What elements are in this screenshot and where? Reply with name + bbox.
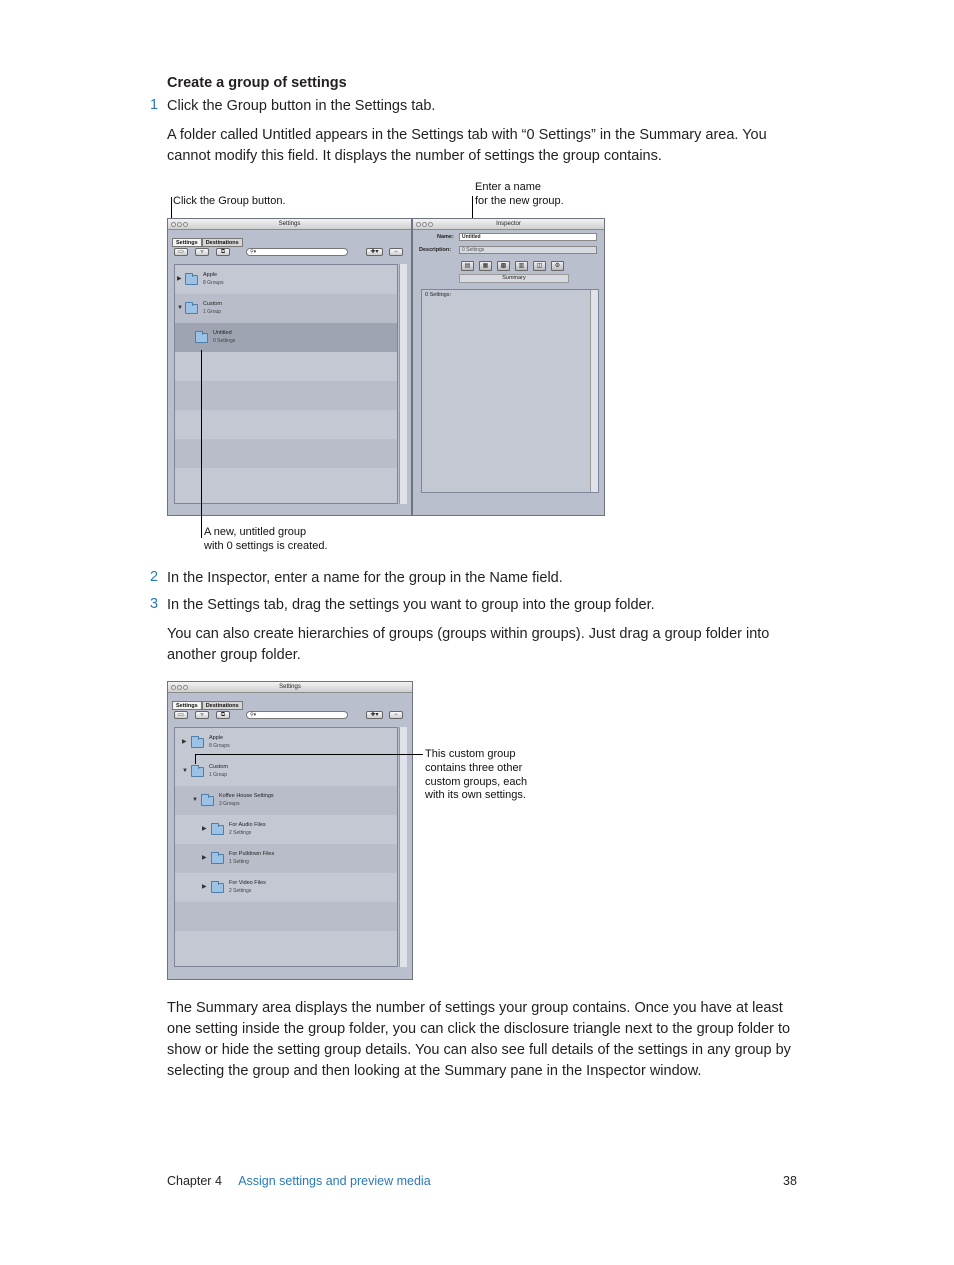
list-item[interactable]	[175, 728, 397, 757]
callout-new-line2: with 0 settings is created.	[204, 540, 328, 552]
disclosure-triangle-icon[interactable]: ▼	[192, 797, 198, 803]
search-icon: ⚲▾	[250, 712, 257, 718]
paragraph: The Summary area displays the number of settings your group contains. Once you have at least one setting inside the group folder, you can click the disclosure triangle next to the group folder to show or hide the setting group details. You can also see full details of the settings in any group by selecting the group and then looking at the Summary pane in the Inspector window.	[167, 1000, 791, 1079]
step-text: Click the Group button in the Settings tab.	[167, 98, 436, 114]
disclosure-triangle-icon[interactable]: ▶	[202, 826, 207, 832]
item-name: Koffee House Settings	[219, 793, 274, 799]
callout-line3: custom groups, each	[425, 776, 528, 788]
duplicate-button[interactable]: ⧉	[216, 248, 230, 256]
list-item-selected[interactable]	[175, 323, 397, 352]
item-count: 3 Groups	[219, 801, 240, 807]
leader-line	[195, 754, 196, 764]
settings-titlebar	[168, 219, 411, 230]
callout-line1: This custom group	[425, 748, 516, 760]
list-item[interactable]	[175, 265, 397, 294]
group-button[interactable]: ▭	[174, 248, 188, 256]
empty-row	[175, 439, 397, 468]
item-name: For Audio Files	[229, 822, 266, 828]
item-count: 1 Group	[209, 772, 228, 778]
callout-line2: contains three other	[425, 762, 523, 774]
frame-controls-tab-icon[interactable]: ▩	[497, 261, 510, 271]
empty-row	[175, 468, 397, 497]
search-icon: ⚲▾	[250, 249, 257, 255]
callout-name-line2: for the new group.	[475, 195, 564, 207]
duplicate-button[interactable]: ⧉	[216, 711, 230, 719]
item-name: Custom	[209, 764, 228, 770]
tab-destinations[interactable]: Destinations	[202, 238, 243, 247]
window-title: Settings	[278, 221, 301, 227]
empty-row	[175, 931, 397, 960]
folder-icon	[185, 275, 198, 285]
geometry-tab-icon[interactable]: ◫	[533, 261, 546, 271]
folder-icon	[191, 767, 204, 777]
empty-row	[175, 902, 397, 931]
disclosure-triangle-icon[interactable]: ▼	[182, 768, 188, 774]
add-button[interactable]: ✚▾	[366, 248, 383, 256]
step-number: 3	[150, 596, 159, 612]
scrollbar[interactable]	[399, 264, 407, 504]
new-setting-button[interactable]: ▿	[195, 711, 209, 719]
scrollbar[interactable]	[590, 290, 598, 492]
search-input[interactable]	[246, 248, 348, 256]
item-name: Untitled	[213, 330, 232, 336]
chapter-number: Chapter 4	[167, 1174, 222, 1188]
settings-window	[167, 681, 413, 980]
step-text: In the Inspector, enter a name for the group in the Name field.	[167, 570, 563, 586]
settings-list	[174, 727, 398, 967]
chapter-title-link[interactable]: Assign settings and preview media	[238, 1174, 431, 1188]
new-setting-button[interactable]: ▿	[195, 248, 209, 256]
step-number: 2	[150, 569, 159, 585]
tab-destinations[interactable]: Destinations	[202, 701, 243, 710]
disclosure-triangle-icon[interactable]: ▶	[177, 276, 182, 282]
empty-row	[175, 352, 397, 381]
item-name: Apple	[203, 272, 218, 278]
list-item[interactable]	[175, 757, 397, 786]
disclosure-triangle-icon[interactable]: ▼	[177, 305, 183, 311]
paragraph: You can also create hierarchies of groups (groups within groups). Just drag a group folder into another group folder.	[167, 626, 770, 663]
scrollbar[interactable]	[399, 727, 407, 967]
section-heading: Create a group of settings	[167, 75, 347, 91]
summary-label: Summary	[459, 274, 569, 283]
disclosure-triangle-icon[interactable]: ▶	[202, 884, 207, 890]
item-count: 8 Groups	[209, 743, 230, 749]
group-button[interactable]: ▭	[174, 711, 188, 719]
item-count: 8 Groups	[203, 280, 224, 286]
remove-button[interactable]: −	[389, 248, 403, 256]
window-controls[interactable]	[416, 221, 434, 231]
callout-name-line1: Enter a name	[475, 181, 542, 193]
tab-settings[interactable]: Settings	[172, 701, 202, 710]
settings-titlebar	[168, 682, 412, 693]
list-item[interactable]	[175, 815, 397, 844]
item-name: For Pulldown Files	[229, 851, 275, 857]
list-item[interactable]	[175, 844, 397, 873]
folder-icon	[211, 854, 224, 864]
step-text: In the Settings tab, drag the settings you want to group into the group folder.	[167, 597, 655, 613]
folder-icon	[201, 796, 214, 806]
settings-window	[167, 218, 412, 516]
list-item[interactable]	[175, 873, 397, 902]
empty-row	[175, 410, 397, 439]
remove-button[interactable]: −	[389, 711, 403, 719]
item-count: 1 Setting	[229, 859, 249, 865]
window-controls[interactable]	[171, 221, 189, 231]
inspector-titlebar	[413, 219, 604, 230]
empty-row	[175, 381, 397, 410]
item-name: Custom	[203, 301, 222, 307]
leader-line	[201, 350, 202, 538]
window-controls[interactable]	[171, 684, 189, 694]
add-button[interactable]: ✚▾	[366, 711, 383, 719]
summary-tab-icon[interactable]: ▤	[461, 261, 474, 271]
folder-icon	[195, 333, 208, 343]
item-count: 0 Settings	[213, 338, 236, 344]
disclosure-triangle-icon[interactable]: ▶	[182, 739, 187, 745]
disclosure-triangle-icon[interactable]: ▶	[202, 855, 207, 861]
callout-group-button: Click the Group button.	[173, 195, 286, 207]
encoder-tab-icon[interactable]: ▦	[479, 261, 492, 271]
page-number: 38	[783, 1174, 797, 1188]
list-item[interactable]	[175, 294, 397, 323]
item-count: 2 Settings	[229, 830, 252, 836]
footer-chapter	[167, 1174, 431, 1188]
paragraph: A folder called Untitled appears in the Settings tab with “0 Settings” in the Summary area. You cannot modify this field. It displays the number of settings the group contains.	[167, 127, 767, 164]
inspector-window	[412, 218, 605, 516]
description-field[interactable]: 0 Settings	[459, 246, 597, 254]
callout-line4: with its own settings.	[425, 789, 526, 801]
summary-text: 0 Settings:	[425, 292, 451, 298]
list-item[interactable]	[175, 786, 397, 815]
leader-line	[195, 754, 423, 755]
filters-tab-icon[interactable]: ▥	[515, 261, 528, 271]
step-number: 1	[150, 97, 159, 113]
item-count: 2 Settings	[229, 888, 252, 894]
folder-icon	[185, 304, 198, 314]
actions-tab-icon[interactable]: ⚙	[551, 261, 564, 271]
window-title: Settings	[279, 684, 301, 690]
item-name: For Video Files	[229, 880, 266, 886]
window-title: Inspector	[496, 221, 521, 227]
settings-list	[174, 264, 398, 504]
item-count: 1 Group	[203, 309, 222, 315]
name-label: Name:	[437, 234, 454, 240]
folder-icon	[211, 883, 224, 893]
folder-icon	[191, 738, 204, 748]
callout-new-line1: A new, untitled group	[204, 526, 307, 538]
search-input[interactable]	[246, 711, 348, 719]
folder-icon	[211, 825, 224, 835]
summary-pane	[421, 289, 599, 493]
tab-settings[interactable]: Settings	[172, 238, 202, 247]
name-field[interactable]: Untitled	[459, 233, 597, 241]
description-label: Description:	[419, 247, 452, 253]
item-name: Apple	[209, 735, 224, 741]
